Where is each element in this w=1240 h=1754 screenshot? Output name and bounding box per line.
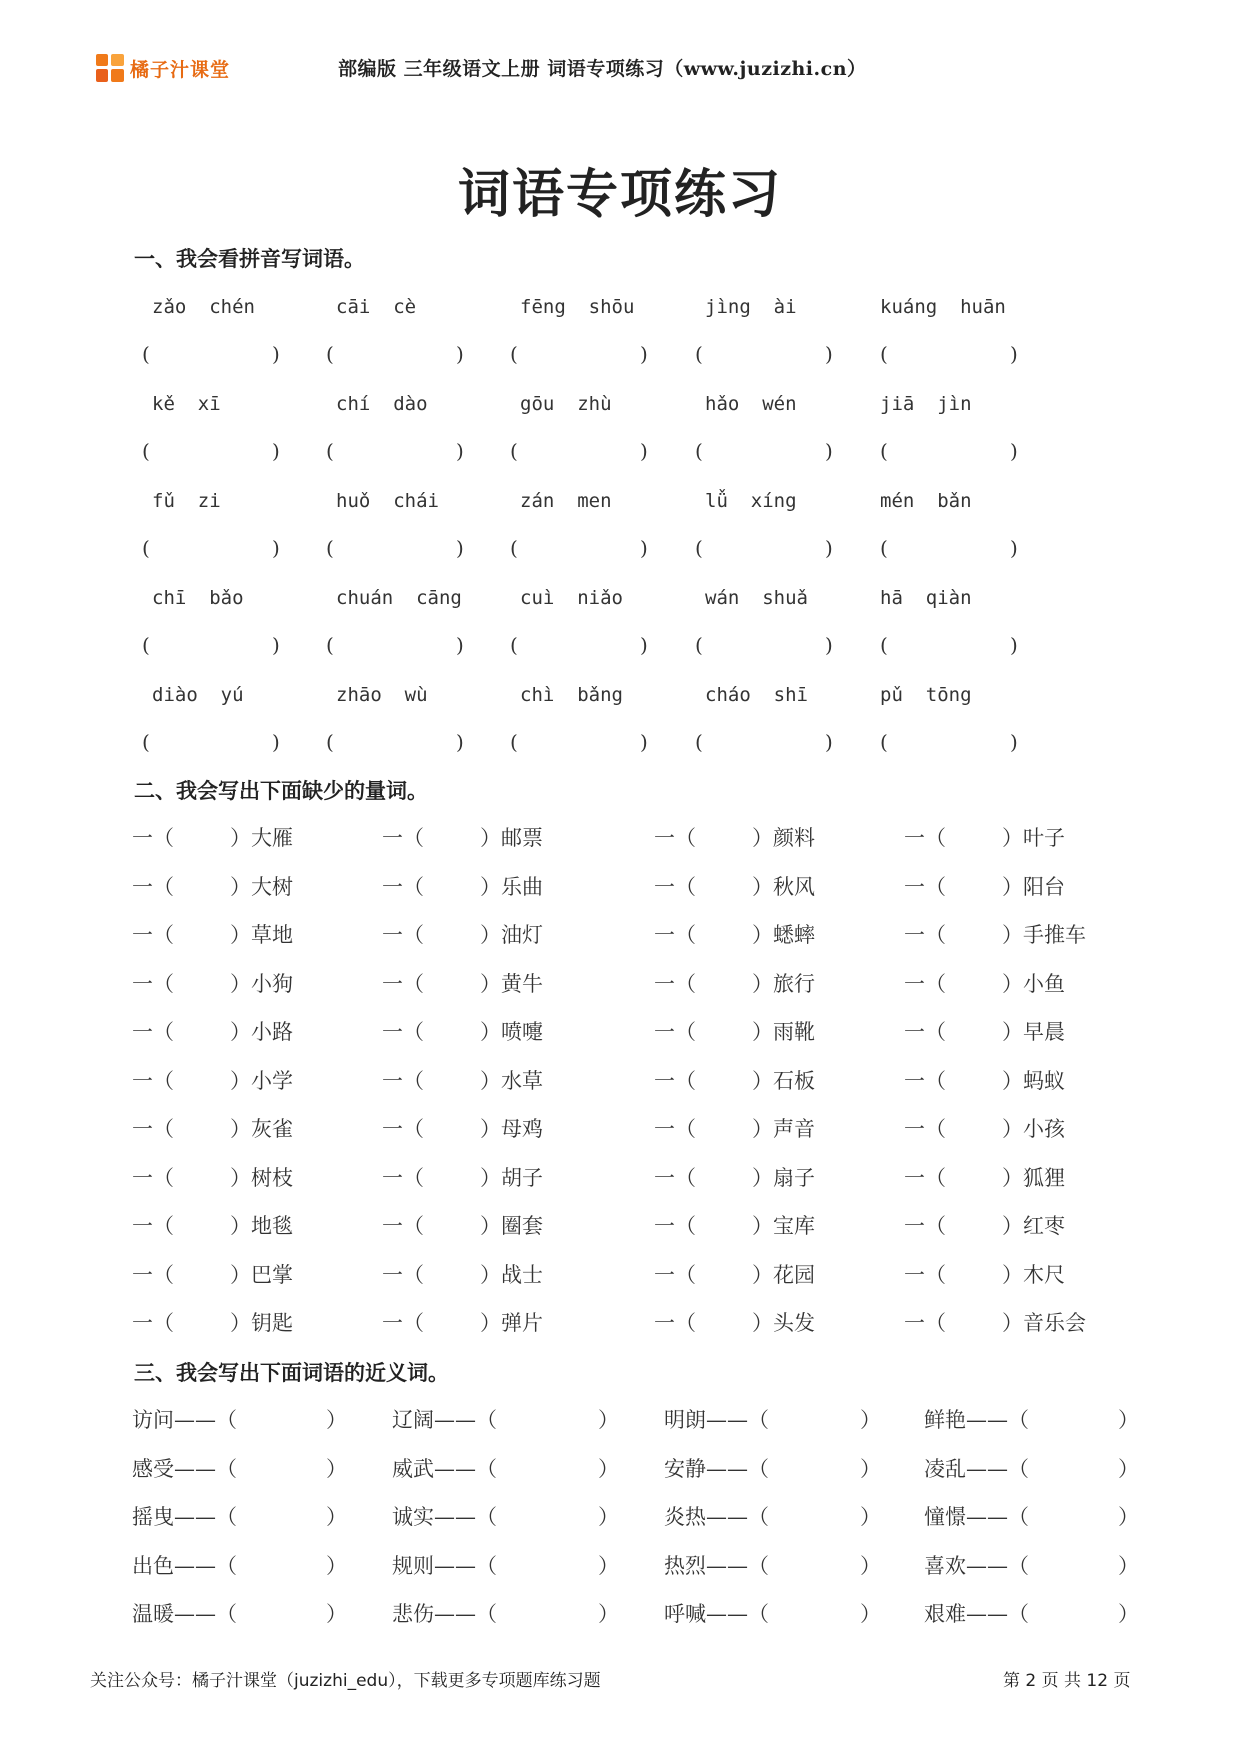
synonym-bracket-close: ） [860,1602,881,1626]
synonym-bracket-close: ） [598,1456,619,1481]
measure-word-noun: ）手推车 [1002,923,1086,947]
measure-word-noun: ）母鸡 [480,1117,543,1141]
measure-word-prefix: 一（ [654,874,696,899]
measure-word-prefix: 一（ [382,1311,424,1335]
measure-word-prefix: 一（ [654,1165,696,1190]
synonym-bracket-close: ） [860,1408,881,1432]
measure-word-prefix: 一（ [654,1117,696,1141]
synonym-prompt: 热烈——（ [664,1553,769,1578]
answer-bracket-close: ) [456,342,464,366]
page-title: 词语专项练习 [457,164,782,225]
answer-bracket-open: ( [142,633,150,657]
answer-bracket-close: ) [1010,536,1018,560]
pinyin-label: zǎo chén [152,296,255,318]
measure-word-prefix: 一（ [132,1068,174,1093]
answer-bracket-close: ) [640,536,648,560]
answer-bracket-open: ( [880,633,888,657]
answer-bracket-close: ) [1010,633,1018,657]
measure-word-noun: ）战士 [480,1262,543,1287]
answer-bracket-open: ( [326,633,334,657]
synonym-prompt: 温暖——（ [132,1602,237,1626]
measure-word-noun: ）喷嚏 [480,1020,543,1044]
measure-word-noun: ）音乐会 [1002,1311,1086,1335]
pinyin-label: gōu zhù [520,393,612,415]
measure-word-noun: ）声音 [752,1117,815,1141]
measure-word-prefix: 一（ [904,1117,946,1141]
synonym-prompt: 呼喊——（ [664,1602,769,1626]
pinyin-label: cháo shī [705,684,808,706]
measure-word-noun: ）巴掌 [230,1262,293,1287]
measure-word-noun: ）叶子 [1002,826,1065,850]
measure-word-prefix: 一（ [904,923,946,947]
measure-word-prefix: 一（ [904,971,946,996]
measure-word-prefix: 一（ [132,874,174,899]
answer-bracket-close: ) [640,633,648,657]
answer-bracket-open: ( [880,342,888,366]
synonym-prompt: 规则——（ [392,1553,497,1578]
measure-word-noun: ）石板 [752,1068,815,1093]
pinyin-label: lǚ xíng [705,490,797,512]
logo-text: 橘子汁课堂 [130,58,231,81]
answer-bracket-open: ( [142,342,150,366]
measure-word-prefix: 一（ [132,923,174,947]
pinyin-label: hǎo wén [705,393,797,415]
synonym-prompt: 访问——（ [132,1408,237,1432]
measure-word-noun: ）花园 [752,1262,815,1287]
logo-icon [96,54,124,82]
pinyin-label: kě xī [152,393,221,415]
answer-bracket-open: ( [695,633,703,657]
pinyin-label: zán men [520,490,612,512]
answer-bracket-open: ( [326,536,334,560]
measure-word-noun: ）弹片 [480,1311,543,1335]
measure-word-noun: ）蚂蚁 [1002,1068,1065,1093]
synonym-prompt: 憧憬——（ [924,1505,1029,1529]
measure-word-prefix: 一（ [904,874,946,899]
measure-word-prefix: 一（ [382,1117,424,1141]
pinyin-label: chuán cāng [336,587,462,609]
measure-word-noun: ）油灯 [480,923,543,947]
synonym-bracket-close: ） [598,1408,619,1432]
measure-word-noun: ）地毯 [230,1214,293,1238]
answer-bracket-close: ) [825,439,833,463]
section3-heading: 三、我会写出下面词语的近义词。 [134,1360,449,1385]
synonym-prompt: 凌乱——（ [924,1456,1029,1481]
answer-bracket-open: ( [695,536,703,560]
measure-word-prefix: 一（ [132,1020,174,1044]
measure-word-noun: ）秋风 [752,874,815,899]
measure-word-prefix: 一（ [654,1020,696,1044]
section1-heading: 一、我会看拼音写词语。 [134,246,365,271]
synonym-prompt: 摇曳——（ [132,1505,237,1529]
synonym-bracket-close: ） [326,1602,347,1626]
answer-bracket-open: ( [510,536,518,560]
answer-bracket-open: ( [695,439,703,463]
answer-bracket-open: ( [880,730,888,754]
measure-word-noun: ）黄牛 [480,971,543,996]
measure-word-noun: ）蟋蟀 [752,923,815,947]
measure-word-prefix: 一（ [382,874,424,899]
measure-word-prefix: 一（ [654,1311,696,1335]
pinyin-label: jìng ài [705,296,797,318]
synonym-prompt: 明朗——（ [664,1408,769,1432]
measure-word-noun: ）灰雀 [230,1117,293,1141]
synonym-bracket-close: ） [598,1553,619,1578]
measure-word-prefix: 一（ [132,1262,174,1287]
synonym-bracket-close: ） [860,1505,881,1529]
answer-bracket-open: ( [510,633,518,657]
page-number: 第 2 页 共 12 页 [1003,1671,1131,1691]
answer-bracket-close: ) [825,536,833,560]
section2-heading: 二、我会写出下面缺少的量词。 [134,778,428,803]
answer-bracket-open: ( [142,536,150,560]
measure-word-prefix: 一（ [132,1311,174,1335]
synonym-prompt: 辽阔——（ [392,1408,497,1432]
measure-word-prefix: 一（ [382,1262,424,1287]
pinyin-label: fēng shōu [520,296,635,318]
synonym-prompt: 诚实——（ [392,1505,497,1529]
measure-word-noun: ）小学 [230,1068,293,1093]
measure-word-prefix: 一（ [132,1117,174,1141]
measure-word-noun: ）雨靴 [752,1020,815,1044]
measure-word-noun: ）颜料 [752,826,815,850]
synonym-bracket-close: ） [1118,1505,1139,1529]
measure-word-prefix: 一（ [904,1165,946,1190]
measure-word-noun: ）头发 [752,1311,815,1335]
synonym-prompt: 出色——（ [132,1553,237,1578]
synonym-bracket-close: ） [598,1505,619,1529]
pinyin-label: cuì niǎo [520,587,623,609]
measure-word-prefix: 一（ [904,1020,946,1044]
measure-word-noun: ）小鱼 [1002,971,1065,996]
measure-word-noun: ）狐狸 [1002,1165,1065,1190]
header-title: 部编版 三年级语文上册 词语专项练习（www.juzizhi.cn） [338,58,867,80]
synonym-bracket-close: ） [1118,1408,1139,1432]
synonym-bracket-close: ） [1118,1456,1139,1481]
answer-bracket-close: ) [272,536,280,560]
synonym-prompt: 艰难——（ [924,1602,1029,1626]
answer-bracket-close: ) [456,730,464,754]
answer-bracket-close: ) [825,342,833,366]
synonym-bracket-close: ） [326,1505,347,1529]
pinyin-label: diào yú [152,684,244,706]
pinyin-label: huǒ chái [336,490,439,512]
measure-word-noun: ）大雁 [230,826,293,850]
pinyin-label: chì bǎng [520,684,623,706]
footer-note: 关注公众号：橘子汁课堂（juzizhi_edu），下载更多专项题库练习题 [90,1671,601,1691]
measure-word-noun: ）胡子 [480,1165,543,1190]
answer-bracket-close: ) [272,633,280,657]
measure-word-prefix: 一（ [382,923,424,947]
answer-bracket-close: ) [1010,730,1018,754]
measure-word-prefix: 一（ [382,1068,424,1093]
measure-word-noun: ）小狗 [230,971,293,996]
measure-word-prefix: 一（ [904,1214,946,1238]
answer-bracket-open: ( [880,536,888,560]
synonym-bracket-close: ） [1118,1602,1139,1626]
answer-bracket-open: ( [510,439,518,463]
measure-word-prefix: 一（ [654,826,696,850]
measure-word-prefix: 一（ [654,923,696,947]
pinyin-label: wán shuǎ [705,587,808,609]
answer-bracket-close: ) [272,342,280,366]
measure-word-prefix: 一（ [132,1214,174,1238]
answer-bracket-open: ( [695,342,703,366]
measure-word-noun: ）小路 [230,1020,293,1044]
answer-bracket-open: ( [326,342,334,366]
answer-bracket-close: ) [1010,342,1018,366]
measure-word-noun: ）宝库 [752,1214,815,1238]
synonym-prompt: 安静——（ [664,1456,769,1481]
answer-bracket-open: ( [695,730,703,754]
synonym-bracket-close: ） [860,1553,881,1578]
measure-word-prefix: 一（ [654,1068,696,1093]
measure-word-prefix: 一（ [904,1262,946,1287]
measure-word-prefix: 一（ [132,971,174,996]
measure-word-noun: ）圈套 [480,1214,543,1238]
pinyin-label: kuáng huān [880,296,1006,318]
synonym-bracket-close: ） [326,1456,347,1481]
measure-word-noun: ）草地 [230,923,293,947]
answer-bracket-close: ) [456,633,464,657]
measure-word-prefix: 一（ [132,826,174,850]
answer-bracket-close: ) [456,439,464,463]
synonym-bracket-close: ） [860,1456,881,1481]
pinyin-label: pǔ tōng [880,684,972,706]
measure-word-noun: ）大树 [230,874,293,899]
answer-bracket-close: ) [640,730,648,754]
measure-word-prefix: 一（ [382,1020,424,1044]
answer-bracket-open: ( [326,730,334,754]
synonym-prompt: 炎热——（ [664,1505,769,1529]
measure-word-prefix: 一（ [382,1214,424,1238]
answer-bracket-close: ) [640,342,648,366]
synonym-prompt: 喜欢——（ [924,1553,1029,1578]
synonym-prompt: 感受——（ [132,1456,237,1481]
pinyin-label: jiā jìn [880,393,972,415]
answer-bracket-close: ) [640,439,648,463]
answer-bracket-close: ) [272,730,280,754]
measure-word-noun: ）邮票 [480,826,543,850]
measure-word-prefix: 一（ [654,971,696,996]
logo [96,52,230,84]
measure-word-noun: ）小孩 [1002,1117,1065,1141]
answer-bracket-close: ) [1010,439,1018,463]
measure-word-noun: ）水草 [480,1068,543,1093]
measure-word-prefix: 一（ [382,1165,424,1190]
answer-bracket-open: ( [326,439,334,463]
answer-bracket-open: ( [510,342,518,366]
measure-word-prefix: 一（ [904,1068,946,1093]
synonym-prompt: 悲伤——（ [392,1602,497,1626]
measure-word-noun: ）扇子 [752,1165,815,1190]
measure-word-prefix: 一（ [654,1214,696,1238]
measure-word-noun: ）旅行 [752,971,815,996]
pinyin-label: chī bǎo [152,587,244,609]
measure-word-noun: ）树枝 [230,1165,293,1190]
measure-word-prefix: 一（ [382,826,424,850]
pinyin-label: hā qiàn [880,587,972,609]
pinyin-label: mén bǎn [880,490,972,512]
answer-bracket-open: ( [142,439,150,463]
measure-word-prefix: 一（ [904,1311,946,1335]
answer-bracket-close: ) [272,439,280,463]
answer-bracket-open: ( [880,439,888,463]
answer-bracket-open: ( [142,730,150,754]
measure-word-noun: ）早晨 [1002,1020,1065,1044]
synonym-bracket-close: ） [1118,1553,1139,1578]
measure-word-noun: ）乐曲 [480,874,543,899]
measure-word-noun: ）红枣 [1002,1214,1065,1238]
pinyin-label: zhāo wù [336,684,428,706]
synonym-prompt: 威武——（ [392,1456,497,1481]
pinyin-label: fǔ zi [152,490,221,512]
measure-word-prefix: 一（ [904,826,946,850]
measure-word-prefix: 一（ [132,1165,174,1190]
synonym-bracket-close: ） [326,1408,347,1432]
measure-word-prefix: 一（ [382,971,424,996]
synonym-prompt: 鲜艳——（ [924,1408,1029,1432]
answer-bracket-close: ) [825,633,833,657]
answer-bracket-close: ) [825,730,833,754]
measure-word-noun: ）阳台 [1002,874,1065,899]
synonym-bracket-close: ） [598,1602,619,1626]
measure-word-noun: ）钥匙 [230,1311,293,1335]
answer-bracket-close: ) [456,536,464,560]
measure-word-noun: ）木尺 [1002,1262,1065,1287]
synonym-bracket-close: ） [326,1553,347,1578]
pinyin-label: cāi cè [336,296,417,318]
answer-bracket-open: ( [510,730,518,754]
pinyin-label: chí dào [336,393,428,415]
measure-word-prefix: 一（ [654,1262,696,1287]
